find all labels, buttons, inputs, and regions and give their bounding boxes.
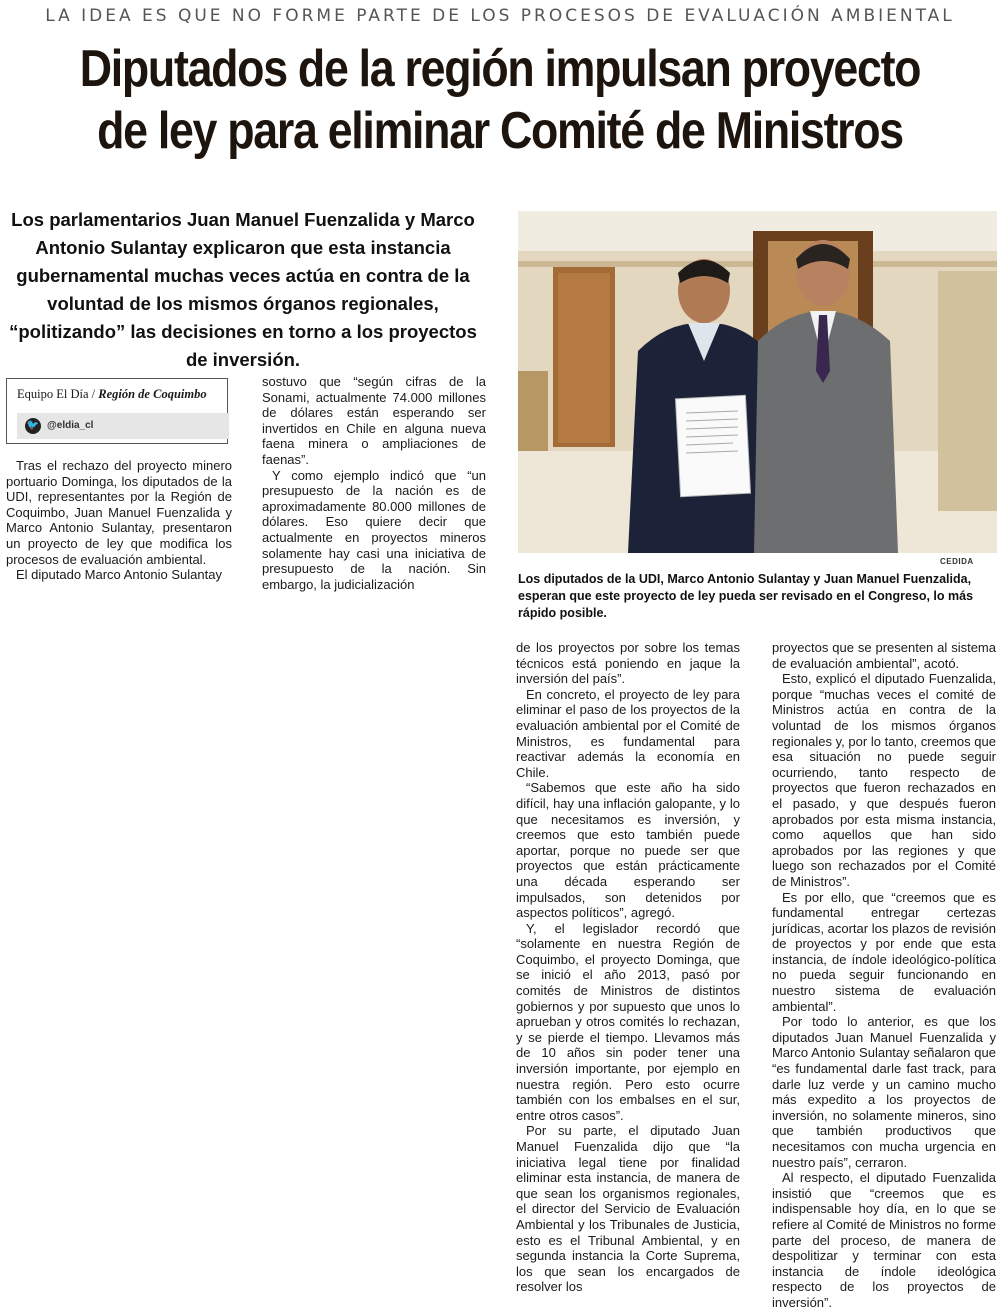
paragraph: Esto, explicó el diputado Fuenzalida, porque “muchas veces el comité de Ministros actúa en contra de la voluntad de los mismos órganos regionales y, por lo tanto, creemos que esa situación no puede seguir ocurriendo, tanto respecto de proyectos que fueron rechazados en el pasado, y que después fueron aprobados por esta misma instancia, como aquellos que han sido aprobados por las regiones y que luego son rechazados por el Comité de Ministros”. xyxy=(772,671,996,889)
article-column-3 xyxy=(516,640,740,1295)
article-photo xyxy=(518,211,997,553)
article-column-1 xyxy=(6,458,232,583)
paragraph: En concreto, el proyecto de ley para eliminar el paso de los proyectos de la evaluación ambiental por el Comité de Ministros, es fundamental para reactivar además la economía en Chile. xyxy=(516,686,740,780)
photo-credit: CEDIDA xyxy=(940,557,974,566)
paragraph: proyectos que se presenten al sistema de evaluación ambiental”, acotó. xyxy=(772,640,996,671)
lead-paragraph: Los parlamentarios Juan Manuel Fuenzalida y Marco Antonio Sulantay explicaron que esta instancia gubernamental muchas veces actúa en contra de la voluntad de los mismos órganos regionales, “politizando” las decisiones en torno a los proyectos de inversión. xyxy=(9,209,477,370)
photo-illustration xyxy=(518,211,997,553)
photo-caption: Los diputados de la UDI, Marco Antonio Sulantay y Juan Manuel Fuenzalida, esperan que este proyecto de ley pueda ser revisado en el Congreso, lo más rápido posible. xyxy=(518,572,974,620)
social-bar xyxy=(17,413,229,439)
paragraph: Es por ello, que “creemos que es fundamental entregar certezas jurídicas, acortar los plazos de revisión de proyectos y por ende que esta instancia, de índole ideológico-política no pueda seguir funcionando en nuestro sistema de evaluación ambiental”. xyxy=(772,889,996,1014)
headline-line-1: Diputados de la región impulsan proyecto xyxy=(79,40,921,98)
byline-box xyxy=(6,378,228,444)
paragraph: sostuvo que “según cifras de la Sonami, actualmente 74.000 millones de dólares están esperando ser invertidos en Chile en alguna nueva faena minera o ampliaciones de faenas”. xyxy=(262,374,486,467)
byline-team: Equipo El Día / xyxy=(17,387,96,401)
paragraph: Y, el legislador recordó que “solamente en nuestra Región de Coquimbo, el proyecto Dominga, que se inició el año 2013, pasó por comités de Ministros de distintos gobiernos y por supuesto que unos lo aprueban y otros comités lo rechazan, y se pierde el tiempo. Llevamos más de 10 años sin poder tener una inversión importante, por ejemplo en nuestra región. Pero esto ocurre también con los embalses en el sur, entre otros casos”. xyxy=(516,920,740,1123)
headline xyxy=(79,38,922,162)
paragraph: Por todo lo anterior, es que los diputados Juan Manuel Fuenzalida y Marco Antonio Sulantay señalaron que “es fundamental darle fast track, para darle luz verde y un camino mucho más expedito a los proyectos de inversión, no solamente mineros, sino que también productivos que necesitamos con mucha urgencia en nuestro país”, cerraron. xyxy=(772,1014,996,1170)
article-column-4 xyxy=(772,640,996,1311)
paragraph: Al respecto, el diputado Fuenzalida insistió que “creemos que es indispensable hoy día, en lo que se refiere al Comité de Ministros no forme parte del proceso, de manera de despolitizar y terminar con esta instancia de índole ideológica respecto de los proyectos de inversión”. xyxy=(772,1170,996,1310)
paragraph: Tras el rechazo del proyecto minero portuario Dominga, los diputados de la UDI, representantes por la Región de Coquimbo, Juan Manuel Fuenzalida y Marco Antonio Sulantay, presentaron un proyecto de ley que modifica los procesos de evaluación ambiental. xyxy=(6,458,232,567)
paragraph: Y como ejemplo indicó que “un presupuesto de la nación es de aproximadamente 80.000 millones de dólares. Eso quiere decir que actualmente en proyectos mineros solamente hay casi una iniciativa de presupuesto de la nación. Sin embargo, la judicialización xyxy=(262,467,486,592)
byline-region: Región de Coquimbo xyxy=(98,387,207,401)
kicker: LA IDEA ES QUE NO FORME PARTE DE LOS PROCESOS DE EVALUACIÓN AMBIENTAL xyxy=(45,6,955,26)
paragraph: de los proyectos por sobre los temas técnicos está poniendo en jaque la inversión del país”. xyxy=(516,640,740,687)
twitter-icon[interactable]: 🐦 xyxy=(25,418,41,434)
headline-line-2: de ley para eliminar Comité de Ministros xyxy=(97,102,903,160)
paragraph: Por su parte, el diputado Juan Manuel Fuenzalida dijo que “la iniciativa legal tiene por finalidad eliminar esta instancia, de manera de que sean los organismos regionales, el director del Servicio de Evaluación Ambiental y los Tribunales de Justicia, esto es el Tribunal Ambiental, y en segunda instancia la Corte Suprema, los que sean los encargados de resolver los xyxy=(516,1123,740,1295)
byline-author xyxy=(7,379,227,402)
twitter-handle[interactable]: @eldia_cl xyxy=(47,420,94,431)
paragraph: El diputado Marco Antonio Sulantay xyxy=(16,567,222,583)
article-column-2 xyxy=(262,374,486,592)
paragraph: “Sabemos que este año ha sido difícil, hay una inflación galopante, y lo que necesitamos es inversión, y creemos que esto también puede aportar, porque no puede ser que proyectos que están prácticamente una década esperando ser impulsados, son detenidos por aspectos políticos”, agregó. xyxy=(516,780,740,921)
